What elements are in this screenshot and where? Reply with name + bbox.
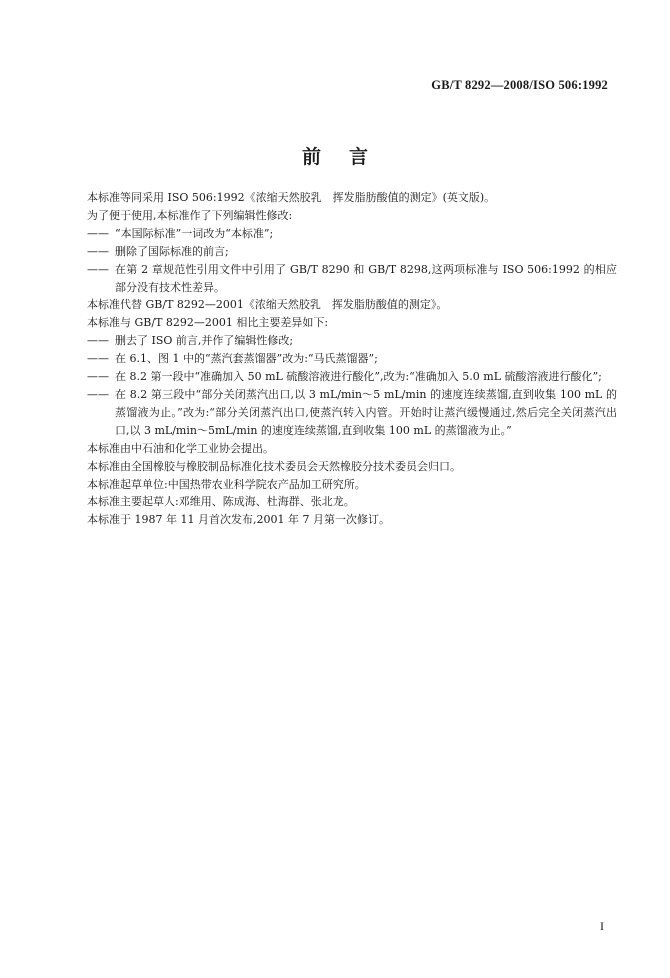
standard-number: GB/T 8292—2008/ISO 506:1992 bbox=[431, 78, 608, 92]
paragraph-drafters: 本标准主要起草人:邓维用、陈成海、杜海群、张北龙。 bbox=[87, 495, 355, 509]
list-item-text: 删除了国际标准的前言; bbox=[115, 244, 229, 258]
list-dash: —— bbox=[87, 262, 109, 276]
list-item bbox=[87, 332, 617, 350]
list-item-text: 在 8.2 第三段中“部分关闭蒸汽出口,以 3 mL/min～5 mL/min 的速度连续蒸馏,直到收集 100 mL 的蒸馏液为止。”改为:“部分关闭蒸汽出口,使蒸汽转入内管。开始时让蒸汽缓慢通过,然后完全关闭蒸汽出口,以 3 mL/min～5mL/min 的速度连续蒸馏,直到收集 100 mL 的蒸馏液为止。” bbox=[115, 387, 617, 437]
paragraph-drafting-unit: 本标准起草单位:中国热带农业科学院农产品加工研究所。 bbox=[87, 477, 366, 491]
page-title: 前言 bbox=[301, 146, 396, 168]
list-item bbox=[87, 261, 617, 297]
paragraph-proposer: 本标准由中石油和化学工业协会提出。 bbox=[87, 441, 274, 455]
list-item bbox=[87, 243, 617, 261]
list-item bbox=[87, 386, 617, 440]
page-number: I bbox=[600, 919, 604, 933]
list-item bbox=[87, 368, 617, 386]
list-item-text: 在 6.1、图 1 中的“蒸汽套蒸馏器”改为:“马氏蒸馏器”; bbox=[115, 352, 378, 366]
paragraph-differences-intro: 本标准与 GB/T 8292—2001 相比主要差异如下: bbox=[87, 316, 329, 330]
paragraph-history: 本标准于 1987 年 11 月首次发布,2001 年 7 月第一次修订。 bbox=[87, 513, 390, 527]
list-item-text: 删去了 ISO 前言,并作了编辑性修改; bbox=[115, 334, 294, 348]
list-item-text: “本国际标准”一词改为“本标准”; bbox=[115, 226, 274, 240]
list-item bbox=[87, 225, 617, 243]
preface-body bbox=[87, 189, 617, 529]
list-item bbox=[87, 350, 617, 368]
list-item-text: 在第 2 章规范性引用文件中引用了 GB/T 8290 和 GB/T 8298,这两项标准与 ISO 506:1992 的相应部分没有技术性差异。 bbox=[115, 262, 617, 294]
list-dash: —— bbox=[87, 387, 109, 401]
list-dash: —— bbox=[87, 370, 109, 384]
paragraph-adoption: 本标准等同采用 ISO 506:1992《浓缩天然胶乳 挥发脂肪酸值的测定》(英文版)。 bbox=[87, 191, 496, 204]
paragraph-administrator: 本标准由全国橡胶与橡胶制品标准化技术委员会天然橡胶分技术委员会归口。 bbox=[87, 459, 461, 473]
paragraph-replaces: 本标准代替 GB/T 8292—2001《浓缩天然胶乳 挥发脂肪酸值的测定》。 bbox=[87, 298, 448, 312]
list-dash: —— bbox=[87, 226, 109, 240]
paragraph-editorial-intro: 为了便于使用,本标准作了下列编辑性修改: bbox=[87, 208, 293, 222]
list-dash: —— bbox=[87, 352, 109, 366]
list-item-text: 在 8.2 第一段中“准确加入 50 mL 硫酸溶液进行酸化”,改为:“准确加入 5.0 mL 硫酸溶液进行酸化”; bbox=[115, 370, 602, 384]
list-dash: —— bbox=[87, 244, 109, 258]
list-dash: —— bbox=[87, 334, 109, 348]
